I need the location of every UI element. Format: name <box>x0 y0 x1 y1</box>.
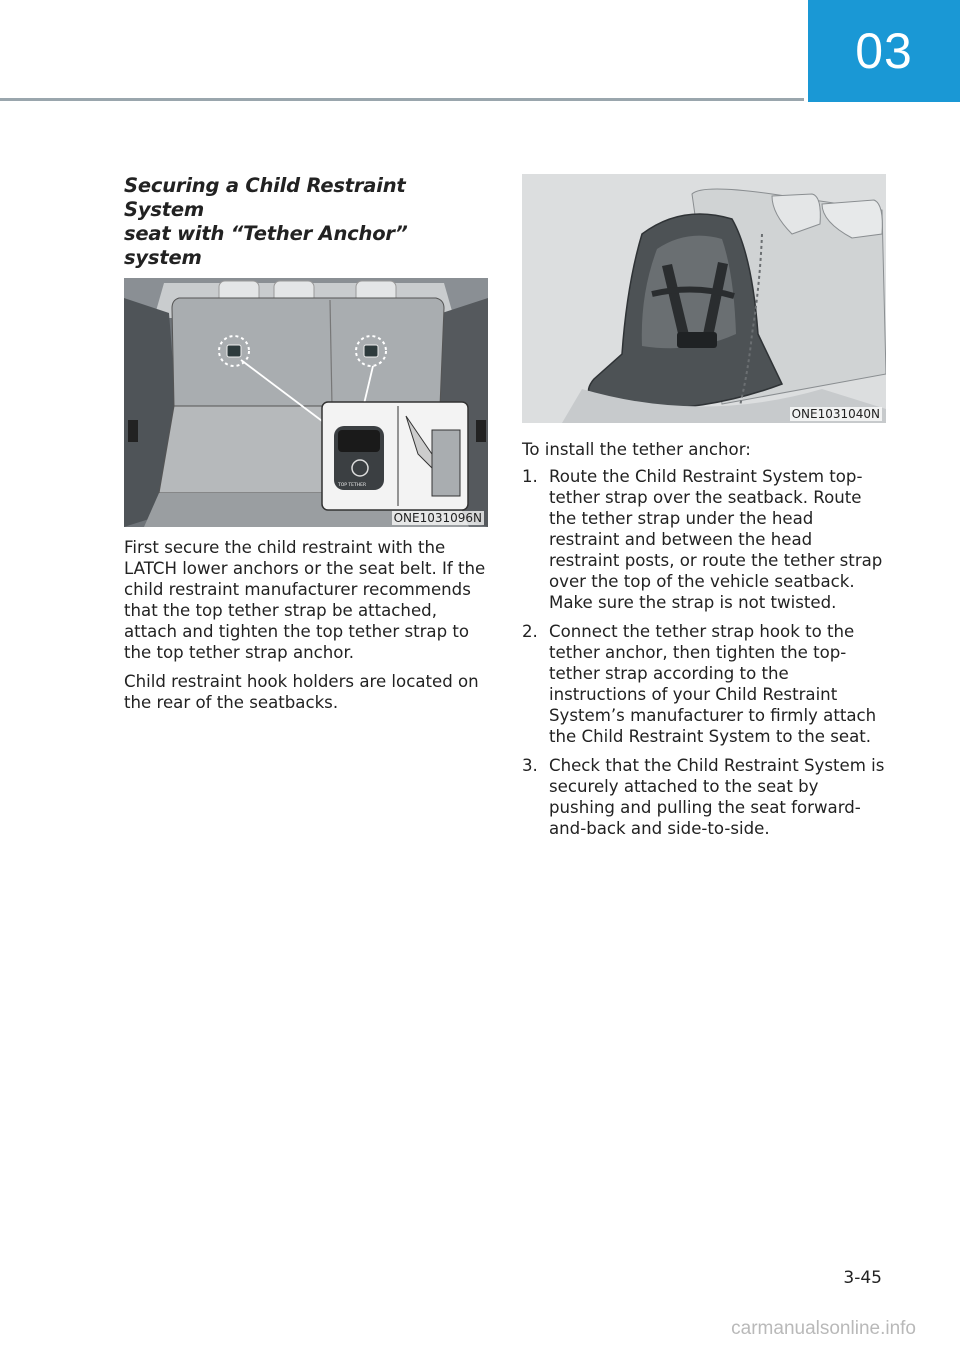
section-title-line2: seat with “Tether Anchor” system <box>124 222 408 269</box>
step-item <box>522 755 886 839</box>
install-steps <box>522 466 886 839</box>
figure-code: ONE1031040N <box>791 407 880 421</box>
header-rule <box>0 98 804 101</box>
section-title-line1: Securing a Child Restraint System <box>124 174 406 221</box>
right-column <box>522 174 886 847</box>
step-item <box>522 621 886 747</box>
install-intro: To install the tether anchor: <box>522 440 751 459</box>
paragraph-first-secure: First secure the child restraint with the LATCH lower anchors or the seat belt. If the child restraint manufacturer recommends that the top tether strap be attached, attach and tighten the top tether strap to the top tether strap anchor. <box>124 538 486 662</box>
cargo-area-illustration <box>124 278 488 527</box>
step-text: Route the Child Restraint System top-tether strap over the seatback. Route the tether strap under the head restraint and between the head restraint posts, or route the tether strap over the top of the vehicle seatback. Make sure the strap is not twisted. <box>549 467 883 612</box>
cargo-area-drawing <box>124 278 488 527</box>
step-text: Connect the tether strap hook to the tether anchor, then tighten the top-tether strap according to the instructions of your Child Restraint System’s manufacturer to firmly attach the Child Restraint System to the seat. <box>549 622 877 746</box>
figure-code: ONE1031096N <box>393 511 482 525</box>
section-title <box>124 174 488 270</box>
child-seat-illustration <box>522 174 886 423</box>
left-column <box>124 174 488 713</box>
paragraph-hook-holders: Child restraint hook holders are located on the rear of the seatbacks. <box>124 672 479 712</box>
chapter-number: 03 <box>855 23 913 79</box>
step-number: 1. <box>522 467 538 486</box>
page-number: 3-45 <box>843 1268 882 1288</box>
step-number: 3. <box>522 756 538 775</box>
step-number: 2. <box>522 622 538 641</box>
inset-label: TOP TETHER <box>338 483 367 488</box>
watermark-link[interactable]: carmanualsonline.info <box>731 1318 916 1339</box>
step-item <box>522 466 886 613</box>
child-seat-drawing <box>522 174 886 423</box>
chapter-tab <box>808 0 960 102</box>
step-text: Check that the Child Restraint System is securely attached to the seat by pushing and pulling the seat forward-and-back and side-to-side. <box>549 756 885 838</box>
